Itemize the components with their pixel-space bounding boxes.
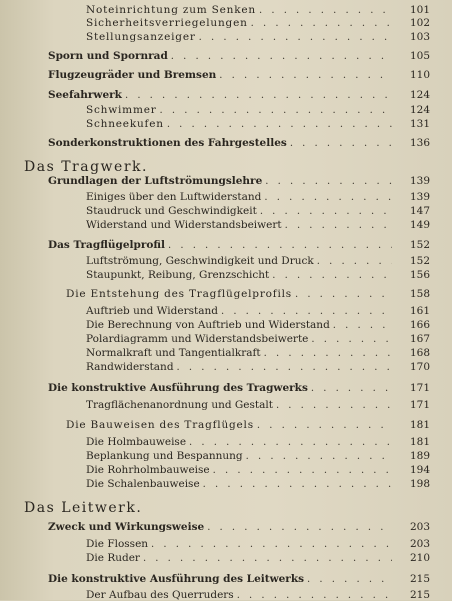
- toc-entry-title: Randwiderstand: [86, 361, 174, 373]
- toc-entry-page: 147: [409, 205, 430, 217]
- toc-entry-title: Normalkraft und Tangentialkraft: [86, 347, 261, 359]
- toc-entry-title: Auftrieb und Widerstand: [86, 305, 218, 317]
- toc-chapter: [48, 69, 452, 81]
- toc-entry-title: Stellungsanzeiger: [86, 31, 196, 43]
- toc-entry-page: 102: [409, 17, 430, 29]
- toc-entry-title: Luftströmung, Geschwindigkeit und Druck: [86, 255, 314, 267]
- toc-entry-page: 139: [409, 175, 430, 187]
- section-heading-tragwerk: Das Tragwerk.: [24, 159, 148, 175]
- toc-entry-title: Widerstand und Widerstandsbeiwert: [86, 219, 282, 231]
- toc-entry-page: 171: [409, 382, 430, 394]
- toc-entry-page: 152: [409, 239, 430, 251]
- toc-entry-title: Die konstruktive Ausführung des Leitwerks: [48, 573, 305, 585]
- toc-entry-page: 105: [409, 50, 430, 62]
- toc-chapter: [48, 50, 452, 62]
- toc-entry: [86, 589, 452, 601]
- toc-entry-page: 215: [409, 589, 430, 601]
- toc-entry: [86, 319, 452, 331]
- toc-entry: [86, 347, 452, 359]
- toc-entry-page: 203: [409, 521, 430, 533]
- section-heading-leitwerk: Das Leitwerk.: [24, 500, 143, 516]
- toc-entry: [86, 450, 452, 462]
- toc-entry-title: Die Ruder: [86, 552, 140, 564]
- toc-entry-title: Sicherheitsverriegelungen: [86, 17, 248, 29]
- toc-entry-page: 156: [409, 269, 430, 281]
- toc-chapter: [48, 89, 452, 101]
- toc-entry-page: 210: [409, 552, 430, 564]
- toc-entry-page: 171: [409, 399, 430, 411]
- toc-entry-page: 189: [409, 450, 430, 462]
- toc-entry: [86, 269, 452, 281]
- toc-entry-page: 203: [409, 538, 430, 550]
- toc-entry-title: Die Bauweisen des Tragflügels: [66, 419, 254, 431]
- toc-entry-page: 124: [409, 104, 430, 116]
- toc-entry-page: 136: [409, 137, 430, 149]
- toc-entry-page: 103: [409, 31, 430, 43]
- toc-entry-title: Die konstruktive Ausführung des Tragwerks: [48, 382, 308, 394]
- toc-chapter: [48, 175, 452, 187]
- toc-entry-page: 139: [409, 191, 430, 203]
- toc-entry: [86, 464, 452, 476]
- toc-entry-page: 194: [409, 464, 430, 476]
- toc-entry-title: Tragflächenanordnung und Gestalt: [86, 399, 273, 411]
- toc-entry: [86, 552, 452, 564]
- toc-entry-page: 198: [409, 478, 430, 490]
- toc-entry: [86, 205, 452, 217]
- toc-entry-title: Flugzeugräder und Bremsen: [48, 69, 217, 81]
- toc-entry: [86, 255, 452, 267]
- toc-chapter: [48, 521, 452, 533]
- toc-entry-page: 170: [409, 361, 430, 373]
- toc-entry-title: Sporn und Spornrad: [48, 50, 168, 62]
- toc-entry: [86, 538, 452, 550]
- toc-entry-title: Das Tragflügelprofil: [48, 239, 165, 251]
- toc-entry-page: 161: [409, 305, 430, 317]
- toc-entry-title: Schneekufen: [86, 118, 164, 130]
- toc-entry: [86, 118, 452, 130]
- toc-entry-title: Die Holmbauweise: [86, 436, 187, 448]
- toc-entry-title: Noteinrichtung zum Senken: [86, 4, 256, 16]
- toc-entry-title: Sonderkonstruktionen des Fahrgestelles: [48, 137, 287, 149]
- toc-entry-title: Staupunkt, Reibung, Grenzschicht: [86, 269, 270, 281]
- toc-entry: [86, 104, 452, 116]
- toc-entry-page: 158: [409, 288, 430, 300]
- toc-chapter: [48, 573, 452, 585]
- toc-entry-title: Staudruck und Geschwindigkeit: [86, 205, 257, 217]
- toc-entry-page: 110: [409, 69, 430, 81]
- toc-entry: [86, 361, 452, 373]
- toc-entry-page: 166: [409, 319, 430, 331]
- toc-entry-page: 167: [409, 333, 430, 345]
- toc-entry-page: 124: [409, 89, 430, 101]
- toc-entry: [86, 219, 452, 231]
- toc-entry: [86, 478, 452, 490]
- toc-entry-page: 101: [409, 4, 430, 16]
- toc-entry: [86, 333, 452, 345]
- toc-entry-page: 131: [409, 118, 430, 130]
- toc-entry: [86, 31, 452, 43]
- toc-entry: [86, 17, 452, 29]
- toc-entry-title: Beplankung und Bespannung: [86, 450, 243, 462]
- toc-entry-title: Die Entstehung des Tragflügelprofils: [66, 288, 292, 300]
- toc-entry-page: 149: [409, 219, 430, 231]
- toc-entry-title: Seefahrwerk: [48, 89, 122, 101]
- toc-entry-page: 215: [409, 573, 430, 585]
- toc-entry-page: 181: [409, 419, 430, 431]
- toc-entry-title: Die Flossen: [86, 538, 149, 550]
- toc-entry: [86, 4, 452, 16]
- toc-entry-title: Einiges über den Luftwiderstand: [86, 191, 262, 203]
- toc-entry-page: 152: [409, 255, 430, 267]
- toc-entry-title: Die Berechnung von Auftrieb und Widerstand: [86, 319, 330, 331]
- toc-entry: [86, 436, 452, 448]
- toc-subsection: [66, 419, 452, 431]
- toc-entry: [86, 305, 452, 317]
- toc-chapter: [48, 239, 452, 251]
- toc-entry-title: Zweck und Wirkungsweise: [48, 521, 205, 533]
- toc-entry-title: Die Schalenbauweise: [86, 478, 200, 490]
- toc-chapter: [48, 382, 452, 394]
- toc-entry-page: 168: [409, 347, 430, 359]
- toc-entry-title: Die Rohrholmbauweise: [86, 464, 210, 476]
- toc-entry: [86, 399, 452, 411]
- toc-entry-title: Schwimmer: [86, 104, 157, 116]
- toc-entry-title: Polardiagramm und Widerstandsbeiwerte: [86, 333, 309, 345]
- toc-entry-page: 181: [409, 436, 430, 448]
- toc-entry-title: Der Aufbau des Querruders: [86, 589, 234, 601]
- toc-entry-title: Grundlagen der Luftströmungslehre: [48, 175, 263, 187]
- toc-chapter: [48, 137, 452, 149]
- toc-subsection: [66, 288, 452, 300]
- toc-entry: [86, 191, 452, 203]
